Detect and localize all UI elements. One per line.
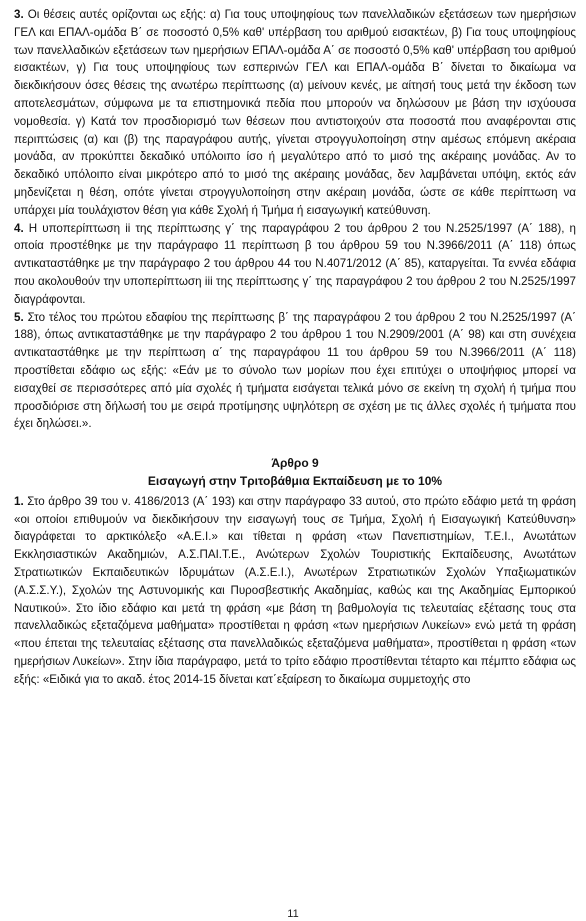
- paragraph-5: [14, 309, 576, 434]
- page-number: 11: [287, 908, 299, 920]
- article-9-paragraph-1: [14, 493, 576, 689]
- paragraph-number: 5.: [14, 310, 24, 324]
- paragraph-number: 3.: [14, 8, 24, 21]
- paragraph-text: Στο άρθρο 39 του ν. 4186/2013 (Α΄ 193) και στην παράγραφο 33 αυτού, στο πρώτο εδάφιο μετά τη φράση «οι οποίοι επιθυμούν να διεκδικήσουν την εισαγωγή τους σε Τμήμα, Σχολή ή Εισαγωγική Κατεύθυνση» διαγράφεται το αρκτικόλεξο «Α.Ε.Ι.» και τίθεται η φράση «των Πανεπιστημίων, Τ.Ε.Ι., Ανωτάτων Εκκλησιαστικών Ακαδημιών, Α.Σ.ΠΑΙ.Τ.Ε., Ανώτερων Σχολών Τουριστικής Εκπαίδευσης, Ανωτάτων Στρατιωτικών Εκπαιδευτικών Ιδρυμάτων (Α.Σ.Ε.Ι.), Ανωτέρων Στρατιωτικών Σχολών Υπαξιωματικών (Α.Σ.Σ.Υ.), Σχολών της Αστυνομικής και Πυροσβεστικής Ακαδημίας, καθώς και της Ακαδημίας Εμπορικού Ναυτικού». Στο ίδιο εδάφιο και μετά τη φράση «με βάση τη βαθμολογία τις τελευταίας εξέτασης τους στα πανελλαδικώς εξεταζόμενα μαθήματα» προστίθεται η φράση «των ημερήσιων Λυκείων» ενώ μετά τη φράση «που έπεται της τελευταίας εξέτασης στα πανελλαδικώς εξεταζόμενα μαθήματα», προστίθεται η φράση «των ημερήσιων Λυκείων». Στην ίδια παράγραφο, μετά το τρίτο εδάφιο προστίθενται τέταρτο και πέμπτο εδάφια ως εξής: «Ειδικά για το ακαδ. έτος 2014-15 δίνεται κατ΄εξαίρεση το δικαίωμα συμμετοχής στο: [14, 494, 576, 686]
- paragraph-4: [14, 220, 576, 309]
- paragraph-number: 1.: [14, 494, 24, 508]
- paragraph-3: [14, 6, 576, 220]
- paragraph-text: Στο τέλος του πρώτου εδαφίου της περίπτωσης β΄ της παραγράφου 2 του άρθρου 2 του Ν.2525/1997 (Α΄ 188), όπως αντικαταστάθηκε με την παράγραφο 2 του άρθρου 1 του Ν.2909/2001 (Α΄ 98) και στη συνέχεια αντικαταστάθηκε με την περίπτωση α΄ της παραγράφου 11 του άρθρου 59 του Ν.3966/2011 (Α΄ 118) προστίθεται εδάφιο ως εξής: «Εάν με το σύνολο των μορίων που έχει επιτύχει ο υποψήφιος μπορεί να εισαχθεί σε περισσότερες από μία σχολές ή τμήματα εισάγεται τελικά μόνο σε εκείνη τη σχολή ή τμήμα που προσδιόρισε στη δήλωσή του με σειρά προτίμησης υψηλότερη σε σχέση με τις άλλες σχολές ή τμήματα που έχει δηλώσει.».: [14, 310, 576, 431]
- paragraph-text: Η υποπερίπτωση ii της περίπτωσης γ΄ της παραγράφου 2 του άρθρου 2 του Ν.2525/1997 (Α΄ 188), η οποία προστέθηκε με την παράγραφο 11 περίπτωση β του άρθρου 59 του Ν.3966/2011 (Α΄ 118) όπως αντικαταστάθηκε με την παράγραφο 2 του άρθρου 44 του Ν.4071/2012 (Α΄ 85), καταργείται. Τα εννέα εδάφια που ακολουθούν την υποπερίπτωση iii της περίπτωσης γ΄ της παραγράφου 2 του άρθρου 2 του Ν.2525/1997 διαγράφονται.: [14, 221, 576, 306]
- section-spacer: [14, 433, 576, 455]
- paragraph-number: 4.: [14, 221, 24, 235]
- article-subtitle: Εισαγωγή στην Τριτοβάθμια Εκπαίδευση με το 10%: [147, 473, 443, 488]
- paragraph-text: Οι θέσεις αυτές ορίζονται ως εξής: α) Για τους υποψηφίους των πανελλαδικών εξετάσεων των ημερήσιων ΓΕΛ και ΕΠΑΛ-ομάδα Β΄ σε ποσοστό 0,5% καθ' υπέρβαση του αριθμού εισακτέων, β) Για τους υποψηφίους των πανελλαδικών εξετάσεων των ημερήσιων ΕΠΑΛ-ομάδα Α΄ σε ποσοστό 0,5% καθ' υπέρβαση του αριθμού εισακτέων, γ) Για τους υποψηφίους των εσπερινών ΓΕΛ και ΕΠΑΛ-ομάδα Β΄ δίνεται το δικαίωμα να διεκδικήσουν όσες θέσεις της ανωτέρω περίπτωσης (α) μείνουν κενές, με αίτησή τους μετά την έκδοση των αποτελεσμάτων, σύμφωνα με τα επιστημονικά πεδία που μπορούν να δηλώσουν με βάση την ισχύουσα νομοθεσία. γ) Κατά τον προσδιορισμό των θέσεων που αντιστοιχούν στα ποσοστά που αναφέρονται στις περιπτώσεις (α) και (β) της παραγράφου αυτής, γίνεται στρογγυλοποίηση στην αμέσως επόμενη ακέραια μονάδα, αν προκύπτει δεκαδικό υπόλοιπο ίσο ή μεγαλύτερο από το μισό της ακέραιης μονάδας. Αν το δεκαδικό υπόλοιπο είναι μικρότερο από το μισό της ακέραιης μονάδας, δεν λαμβάνεται υπόψη, εκτός εάν μηδενίζεται η θέση, οπότε γίνεται στρογγυλοποίηση στην ακέραιη μονάδα, ώστε σε κάθε περίπτωση να υπάρχει μία τουλάχιστον θέση για κάθε Σχολή ή Τμήμα ή εισαγωγική κατεύθυνση.: [14, 8, 576, 217]
- article-title: Άρθρο 9: [271, 456, 319, 471]
- document-page: [14, 6, 576, 688]
